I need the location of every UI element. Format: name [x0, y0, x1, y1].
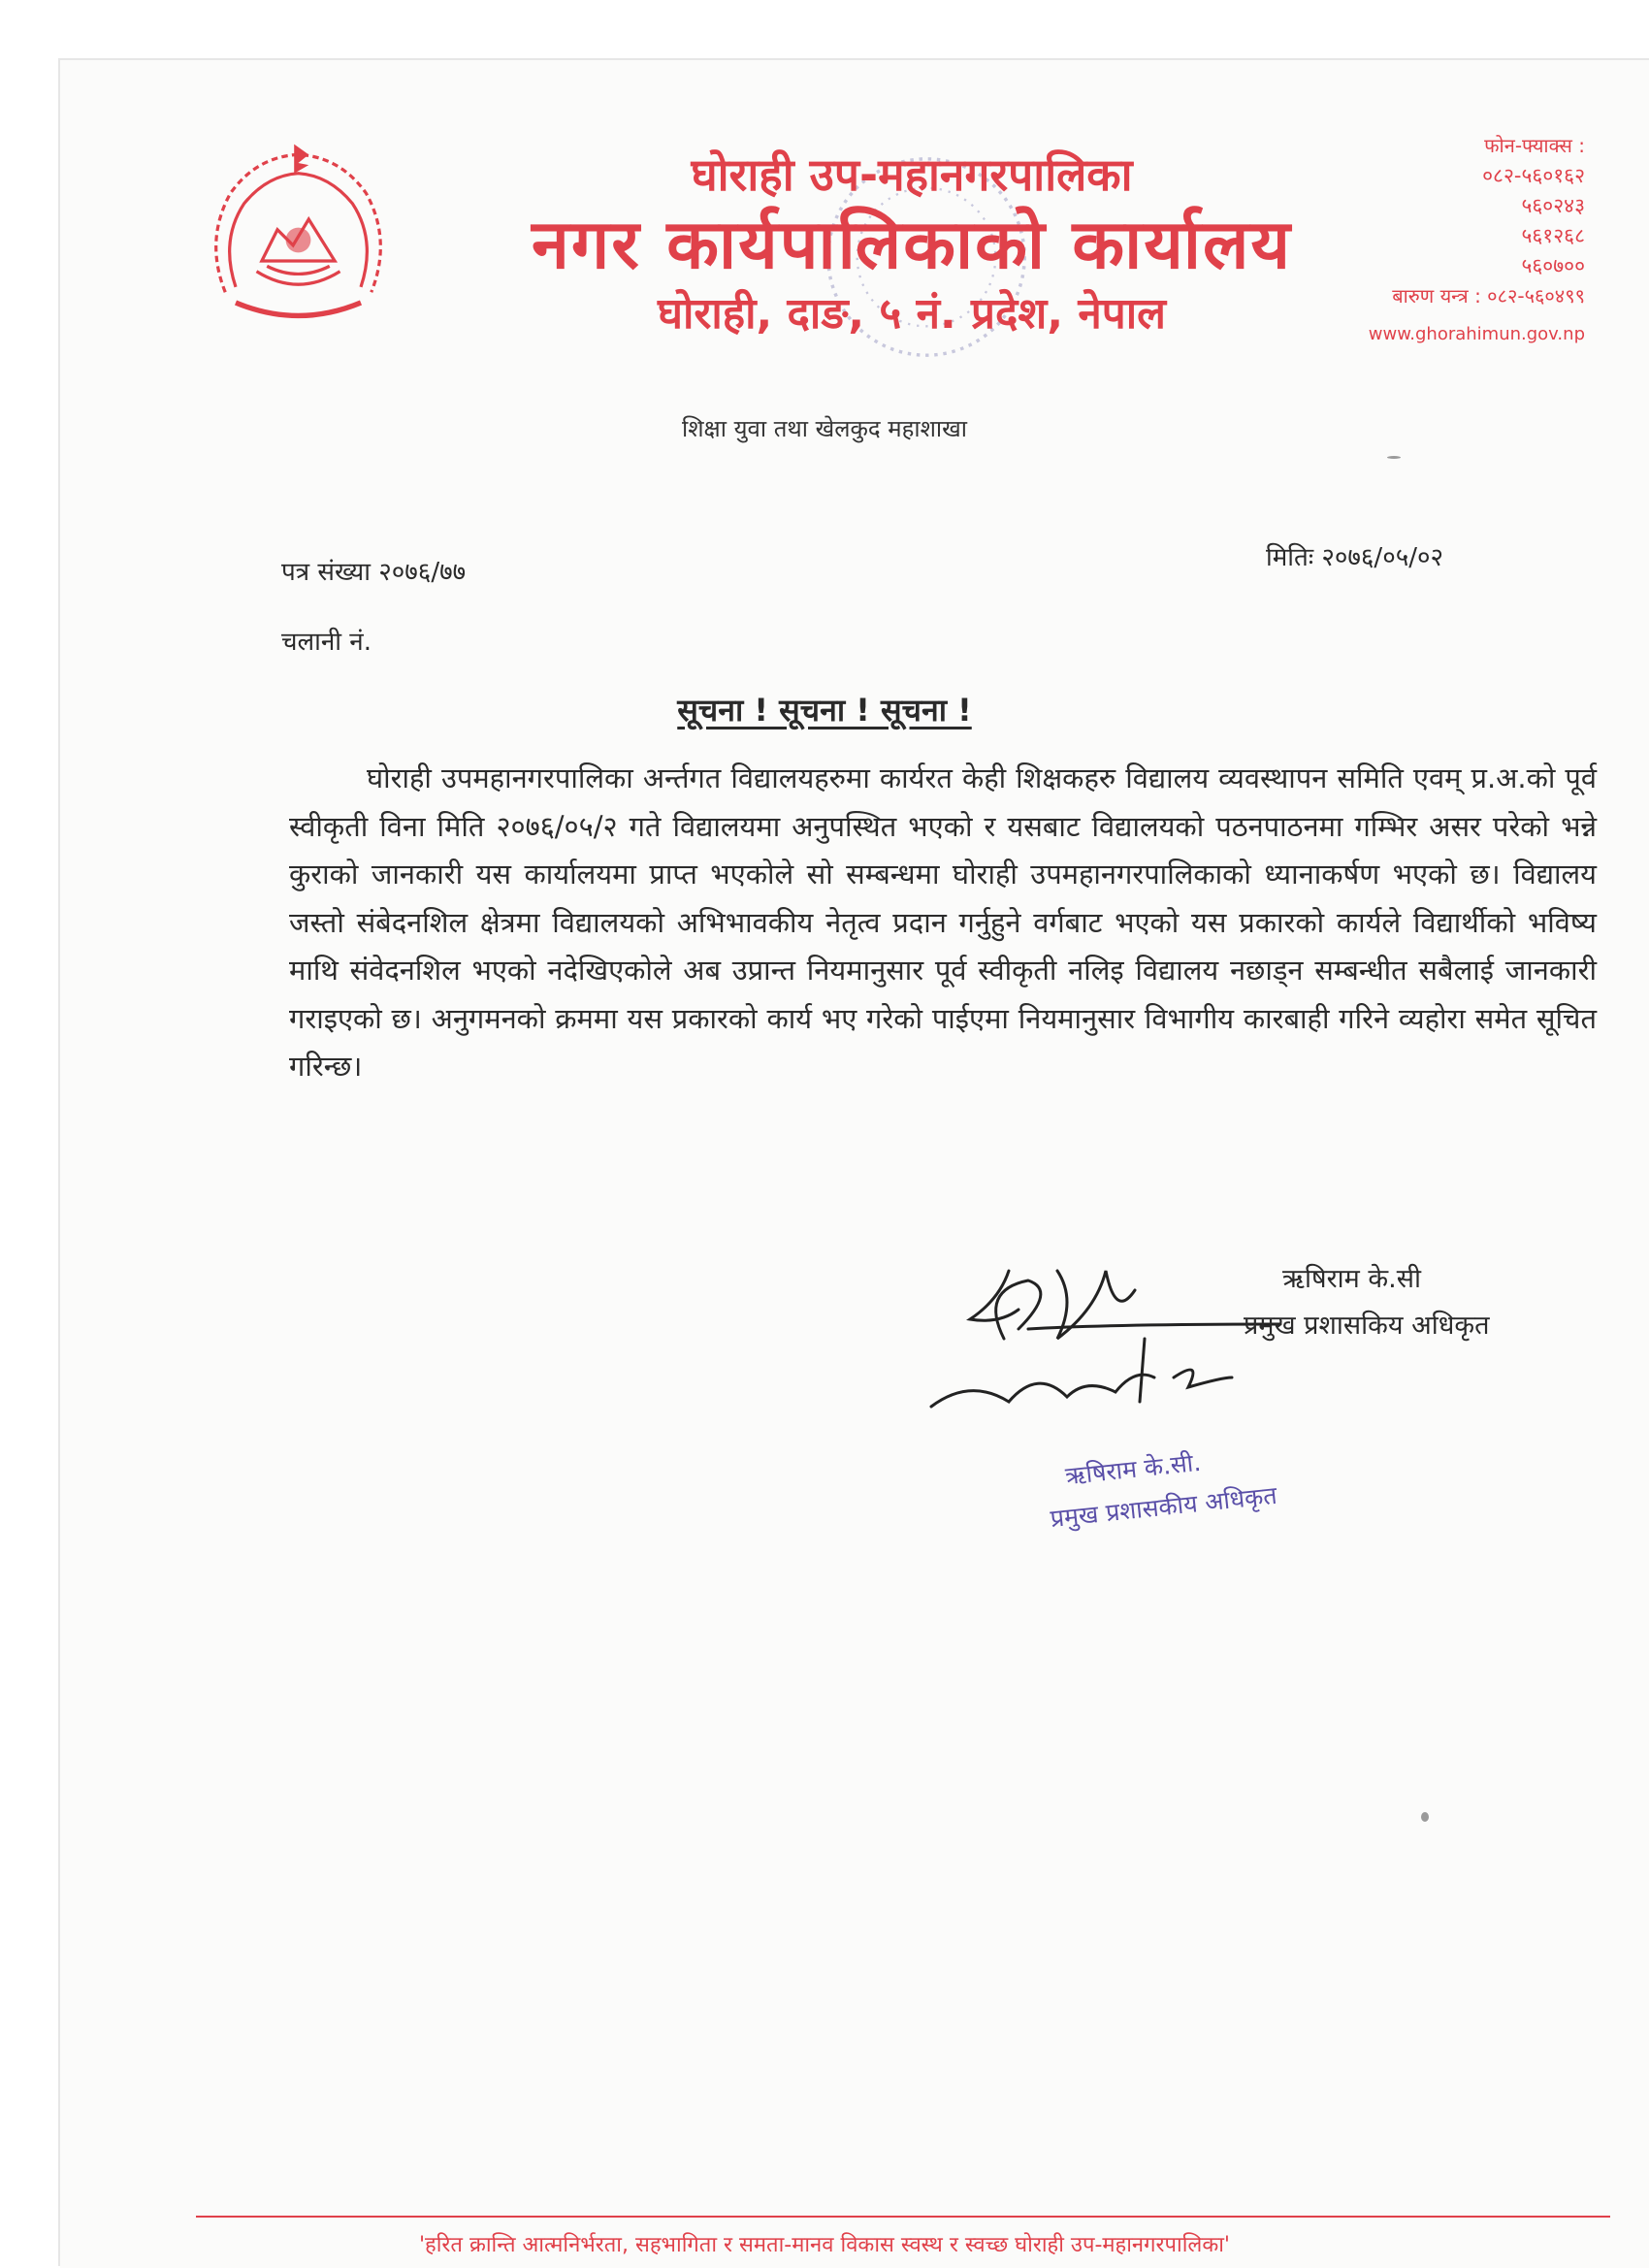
phone-number: ०८२-५६०१६२ — [1482, 164, 1585, 187]
office-name: नगर कार्यपालिकाको कार्यालय — [531, 205, 1293, 284]
letter-date: मितिः २०७६/०५/०२ — [1266, 543, 1444, 572]
dispatch-number: चलानी नं. — [281, 628, 372, 657]
letter-number: पत्र संख्या २०७६/७७ — [281, 558, 467, 587]
contact-block — [1369, 131, 1585, 349]
phone-number: ५६०२४३ — [1521, 194, 1585, 217]
stamp-name: ऋषिराम के.सी. — [1063, 1447, 1203, 1491]
office-address: घोराही, दाङ, ५ नं. प्रदेश, नेपाल — [657, 289, 1167, 339]
website: www.ghorahimun.gov.np — [1368, 324, 1585, 344]
emergency-number: बारुण यन्त्र : ०८२-५६०४९९ — [1392, 284, 1585, 308]
letterhead-header — [427, 146, 1397, 343]
notice-title — [0, 689, 1649, 730]
footer-slogan: 'हरित क्रान्ति आत्मनिर्भरता, सहभागिता र समता-मानव विकास स्वस्थ र स्वच्छ घोराही उप-महानगरपालिका' — [419, 2233, 1230, 2257]
handwritten-signature — [912, 1232, 1310, 1465]
phone-number: ५६०७०० — [1521, 254, 1585, 277]
notice-title-text: सूचना ! सूचना ! सूचना ! — [677, 692, 972, 729]
stamp-title: प्रमुख प्रशासकीय अधिकृत — [1049, 1480, 1278, 1534]
page-sheet — [60, 60, 1649, 2268]
nepal-emblem-icon — [194, 136, 403, 344]
paper-speck — [1387, 456, 1401, 459]
signatory-title: प्रमुख प्रशासकिय अधिकृत — [1244, 1311, 1490, 1341]
phone-label: फोन-फ्याक्स : — [1484, 134, 1585, 157]
footer-divider — [196, 2216, 1610, 2218]
section-name: शिक्षा युवा तथा खेलकुद महाशाखा — [682, 415, 967, 442]
phone-number: ५६१२६८ — [1521, 224, 1585, 247]
signatory-name: ऋषिराम के.सी — [1282, 1264, 1421, 1294]
paper-speck — [1421, 1812, 1429, 1822]
org-name: घोराही उप-महानगरपालिका — [691, 148, 1133, 201]
notice-body: घोराही उपमहानगरपालिका अर्न्तगत विद्यालयहरुमा कार्यरत केही शिक्षकहरु विद्यालय व्यवस्थापन समिति एवम् प्र.अ.को पूर्व स्वीकृती विना मिति २०७६/०५/२ गते विद्यालयमा अनुपस्थित भएको र यसबाट विद्यालयको पठनपाठनमा गम्भिर असर परेको भन्ने कुराको जानकारी यस कार्यालयमा प्राप्त भएकोले सो सम्बन्धमा घोराही उपमहानगरपालिकाको ध्यानाकर्षण भएको छ। विद्यालय जस्तो संबेदनशिल क्षेत्रमा विद्यालयको अभिभावकीय नेतृत्व प्रदान गर्नुहुने वर्गबाट भएको यस प्रकारको कार्यले विद्यार्थीको भविष्य माथि संवेदनशिल भएको नदेखिएकोले अब उप्रान्त नियमानुसार पूर्व स्वीकृती नलिइ विद्यालय नछाड्न सम्बन्धीत सबैलाई जानकारी गराइएको छ। अनुगमनको क्रममा यस प्रकारको कार्य भए गरेको पाईएमा नियमानुसार विभागीय कारबाही गरिने व्यहोरा समेत सूचित गरिन्छ। — [289, 761, 1597, 1083]
